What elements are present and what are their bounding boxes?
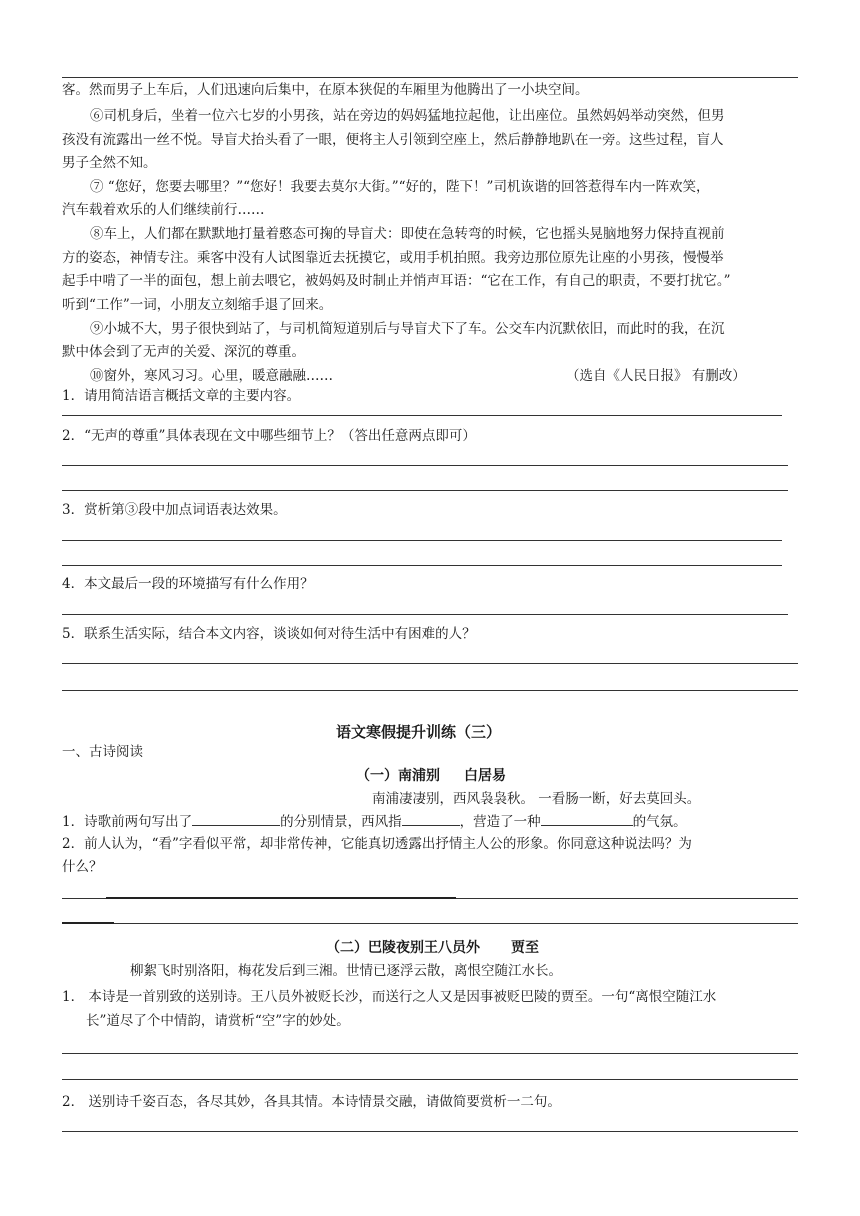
paragraph-8-line-2: 方的姿态，神情专注。乘客中没有人试图靠近去抚摸它，或用手机拍照。我旁边那位原先让座的小男孩，慢慢举: [62, 250, 724, 266]
section-title: 语文寒假提升训练（三）: [336, 723, 502, 741]
paragraph-6-line-3: 男子全然不知。: [62, 155, 157, 171]
poem-1-question-2-line-1: 2．前人认为，“看”字看似平常，却非常传神，它能真切透露出抒情主人公的形象。你同意这种说法吗？为: [62, 836, 692, 852]
poem-1-author: 白居易: [464, 768, 506, 784]
poem-2-question-1-line-2: 长”道尽了个中情韵，请赏析“空”字的妙处。: [86, 1013, 350, 1029]
poem-1-title: （一）南浦别: [356, 768, 440, 784]
fill-blank[interactable]: [541, 811, 633, 826]
poem-2-question-1-line-1: 1． 本诗是一首别致的送别诗。王八员外被贬长沙，而送行之人又是因事被贬巴陵的贾至。一句“离恨空随江水: [62, 989, 717, 1005]
answer-line[interactable]: [62, 663, 798, 664]
paragraph-7-line-2: 汽车载着欢乐的人们继续前行……: [62, 202, 265, 218]
fill-blank[interactable]: [192, 811, 280, 826]
poem-1-text: 南浦凄凄别，西风袅袅秋。 一看肠一断，好去莫回头。: [372, 791, 701, 807]
top-rule: [62, 77, 798, 78]
answer-line[interactable]: [62, 465, 788, 466]
paragraph-8-line-1: ⑧车上，人们都在默默地打量着憨态可掬的导盲犬：即使在急转弯的时候，它也摇头晃脑地努力保持直视前: [90, 226, 725, 242]
question-2: 2．“无声的尊重”具体表现在文中哪些细节上？（答出任意两点即可）: [62, 428, 476, 444]
answer-line[interactable]: [62, 1131, 798, 1132]
poem-2-author: 贾至: [511, 940, 539, 956]
question-4: 4．本文最后一段的环境描写有什么作用？: [62, 576, 314, 592]
answer-line[interactable]: [62, 1053, 798, 1054]
question-3: 3．赏析第③段中加点词语表达效果。: [62, 502, 287, 518]
part-heading: 一、古诗阅读: [62, 744, 143, 760]
answer-line[interactable]: [62, 923, 798, 924]
answer-line[interactable]: [62, 565, 782, 566]
poem-1-question-2-line-2: 什么？: [62, 859, 103, 875]
poem-2-title: （二）巴陵夜别王八员外: [326, 940, 480, 956]
source-citation: （选自《人民日报》 有删改）: [566, 368, 746, 384]
answer-line-overlay: [62, 922, 114, 924]
answer-line[interactable]: [62, 1079, 798, 1080]
question-5: 5．联系生活实际，结合本文内容，谈谈如何对待生活中有困难的人？: [62, 626, 476, 642]
answer-line[interactable]: [62, 415, 782, 416]
paragraph-7-line-1: ⑦ “您好，您要去哪里？”“您好！我要去莫尔大街。”“好的，陛下！”司机诙谐的回答惹得车内一阵欢笑，: [90, 179, 710, 195]
answer-line[interactable]: [62, 614, 788, 615]
paragraph-9-line-1: ⑨小城不大，男子很快到站了，与司机简短道别后与导盲犬下了车。公交车内沉默依旧，而此时的我，在沉: [90, 321, 725, 337]
poem-2-text: 柳絮飞时别洛阳，梅花发后到三湘。世情已逐浮云散，离恨空随江水长。: [130, 963, 562, 979]
poem-2-question-2: 2． 送别诗千姿百态，各尽其妙，各具其情。本诗情景交融，请做简要赏析一二句。: [62, 1094, 561, 1110]
answer-line[interactable]: [62, 490, 788, 491]
answer-line[interactable]: [62, 690, 798, 691]
paragraph-6-line-2: 孩没有流露出一丝不悦。导盲犬抬头看了一眼，便将主人引领到空座上，然后静静地趴在一旁。这些过程，盲人: [62, 132, 724, 148]
paragraph-8-line-4: 听到“工作”一词，小朋友立刻缩手退了回来。: [62, 297, 333, 313]
paragraph-6-line-1: ⑥司机身后，坐着一位六七岁的小男孩，站在旁边的妈妈猛地拉起他，让出座位。虽然妈妈举动突然，但男: [90, 108, 725, 124]
question-1: 1．请用简洁语言概括文章的主要内容。: [62, 388, 301, 404]
poem-1-question-1: 1．诗歌前两句写出了 的分别情景，西风指 ，营造了一种 的气氛。: [62, 811, 687, 832]
paragraph-9-line-2: 默中体会到了无声的关爱、深沉的尊重。: [62, 344, 305, 360]
answer-line-overlay: [106, 897, 456, 899]
paragraph-8-line-3: 起手中啃了一半的面包，想上前去喂它，被妈妈及时制止并悄声耳语：“它在工作，有自己的职责，不要打扰它。”: [62, 273, 731, 289]
answer-line[interactable]: [62, 540, 782, 541]
fill-blank[interactable]: [402, 811, 460, 826]
passage-continuation: 客。然而男子上车后，人们迅速向后集中，在原本狭促的车厢里为他腾出了一小块空间。: [62, 82, 589, 98]
paragraph-10: ⑩窗外，寒风习习。心里，暖意融融……: [90, 368, 333, 384]
